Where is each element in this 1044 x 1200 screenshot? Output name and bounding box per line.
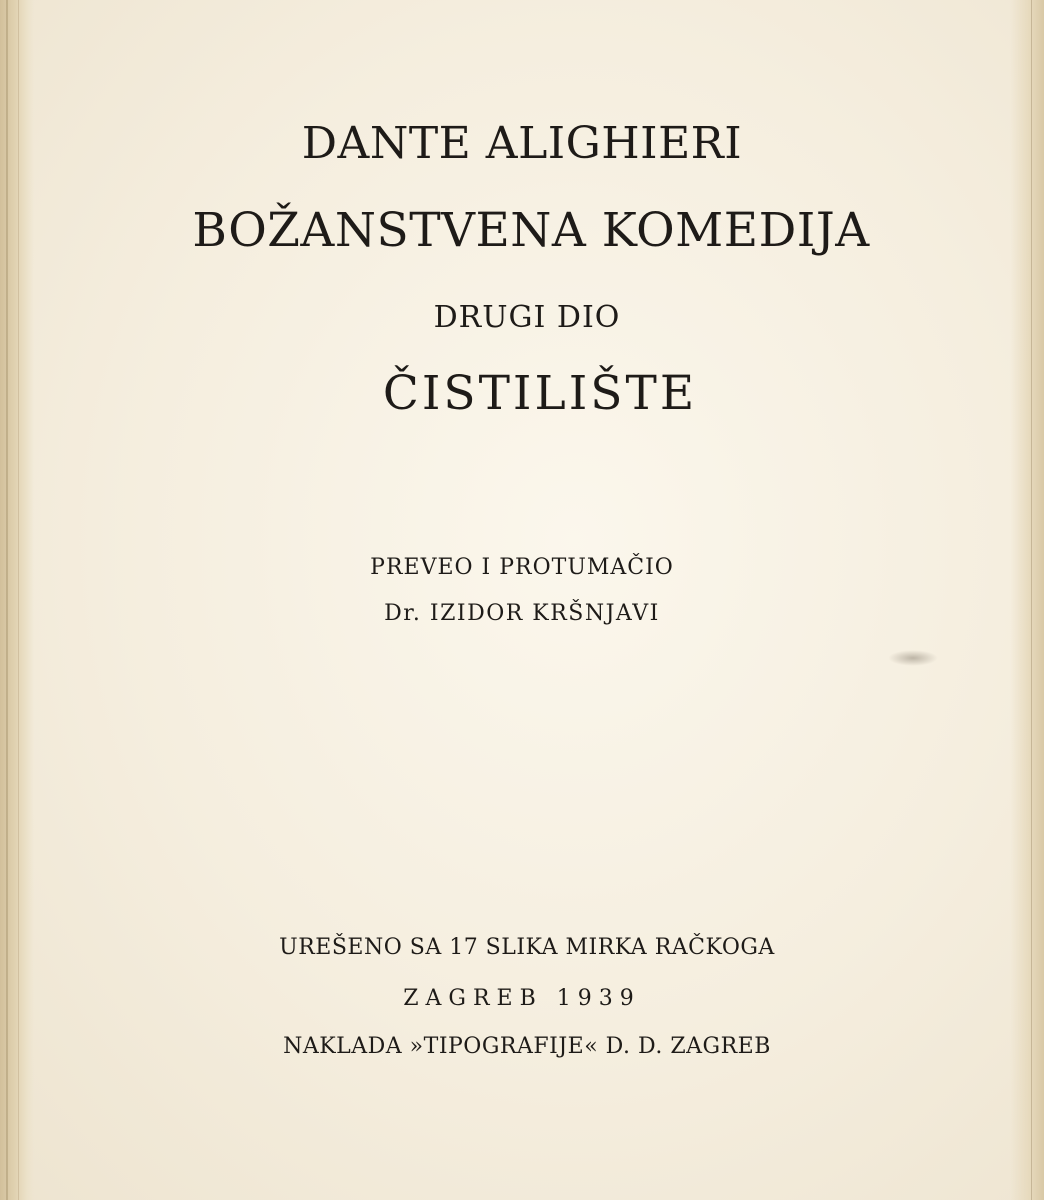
work-title: BOŽANSTVENA KOMEDIJA [192, 203, 870, 258]
translator-name: Dr. IZIDOR KRŠNJAVI [384, 601, 660, 626]
binding-crease [6, 0, 8, 1200]
paper-stain [888, 650, 938, 666]
place-year: ZAGREB 1939 [403, 986, 641, 1011]
translator-credit: PREVEO I PROTUMAČIO [370, 555, 674, 580]
binding-crease-inner [18, 0, 19, 1200]
part-title: ČISTILIŠTE [382, 366, 698, 421]
illustrations-note: UREŠENO SA 17 SLIKA MIRKA RAČKOGA [279, 935, 775, 960]
part-label: DRUGI DIO [433, 300, 621, 335]
page-edge-line [1031, 0, 1032, 1200]
page-edge [1010, 0, 1044, 1200]
author-name: DANTE ALIGHIERI [301, 118, 743, 169]
publisher-line: NAKLADA »TIPOGRAFIJE« D. D. ZAGREB [283, 1034, 771, 1059]
